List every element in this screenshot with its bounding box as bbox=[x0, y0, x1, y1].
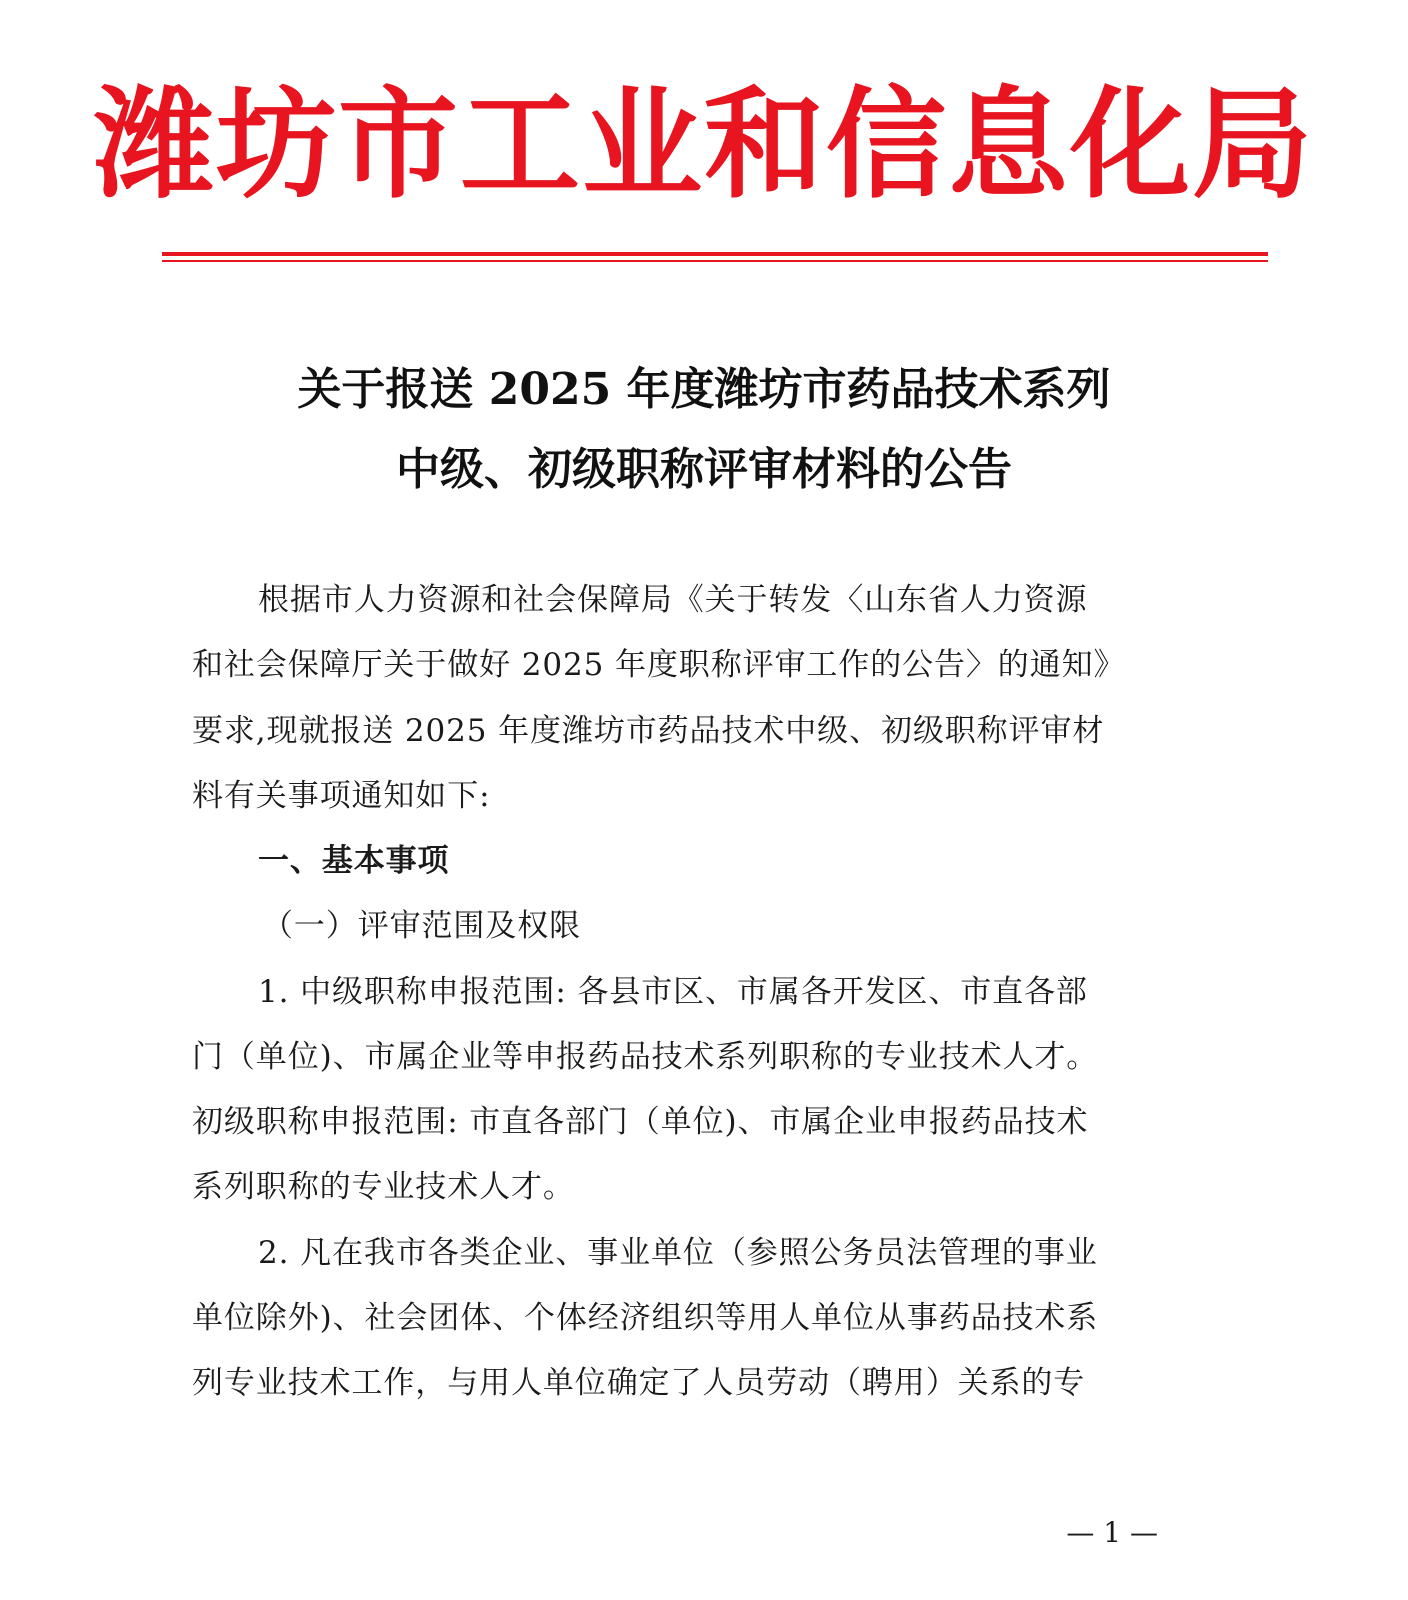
intro-paragraph-line-2: 和社会保障厅关于做好 2025 年度职称评审工作的公告〉的通知》 bbox=[192, 647, 1126, 683]
item1-line-4: 系列职称的专业技术人才。 bbox=[192, 1169, 575, 1205]
item1-line-3: 初级职称申报范围: 市直各部门（单位)、市属企业申报药品技术 bbox=[192, 1104, 1089, 1140]
intro-paragraph-line-3: 要求,现就报送 2025 年度潍坊市药品技术中级、初级职称评审材 bbox=[192, 713, 1105, 749]
subsection-heading-scope: （一）评审范围及权限 bbox=[262, 908, 581, 944]
masthead-rule-thick bbox=[162, 252, 1268, 256]
item2-line-2: 单位除外)、社会团体、个体经济组织等用人单位从事药品技术系 bbox=[192, 1300, 1099, 1336]
item2-line-1: 2. 凡在我市各类企业、事业单位（参照公务员法管理的事业 bbox=[258, 1235, 1098, 1271]
masthead-rule-thin bbox=[162, 260, 1268, 262]
item2-line-3: 列专业技术工作，与用人单位确定了人员劳动（聘用）关系的专 bbox=[192, 1365, 1086, 1401]
intro-paragraph-line-4: 料有关事项通知如下: bbox=[192, 778, 491, 814]
section-heading-basic-matters: 一、基本事项 bbox=[258, 843, 450, 879]
item1-line-2: 门（单位)、市属企业等申报药品技术系列职称的专业技术人才。 bbox=[192, 1039, 1099, 1075]
intro-paragraph-line-1: 根据市人力资源和社会保障局《关于转发〈山东省人力资源 bbox=[258, 582, 1088, 618]
notice-title-line-1: 关于报送 2025 年度潍坊市药品技术系列 bbox=[297, 364, 1111, 415]
item1-line-1: 1. 中级职称申报范围: 各县市区、市属各开发区、市直各部 bbox=[258, 974, 1088, 1010]
agency-masthead: 潍坊市工业和信息化局 bbox=[94, 74, 1314, 215]
notice-title-line-2: 中级、初级职称评审材料的公告 bbox=[396, 444, 1012, 495]
page-number: — 1 — bbox=[1066, 1516, 1158, 1549]
